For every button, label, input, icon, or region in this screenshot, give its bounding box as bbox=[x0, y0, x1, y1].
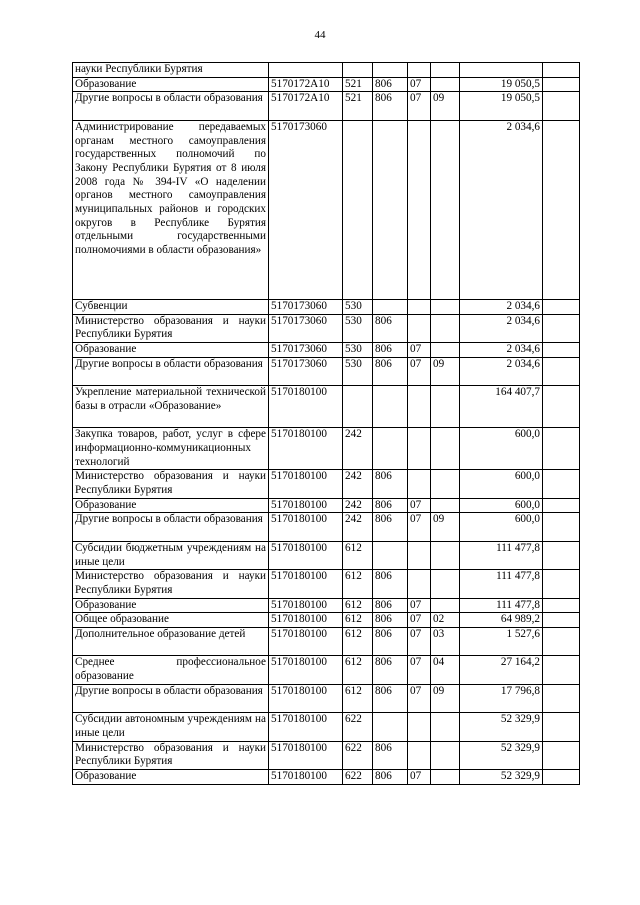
table-row bbox=[73, 741, 580, 769]
target-article-code-cell: 5170180100 bbox=[269, 656, 343, 684]
section-code-cell: 07 bbox=[408, 613, 431, 628]
subsection-code-cell bbox=[431, 299, 460, 314]
row-name-cell: Субсидии бюджетным учреждениям на иные цели bbox=[73, 541, 269, 569]
empty-extra-cell bbox=[543, 684, 580, 712]
subsection-code-cell bbox=[431, 770, 460, 785]
target-article-code-cell: 5170180100 bbox=[269, 713, 343, 741]
section-code-cell: 07 bbox=[408, 628, 431, 656]
expense-type-code-cell: 242 bbox=[343, 513, 373, 541]
table-row bbox=[73, 357, 580, 385]
subsection-code-cell bbox=[431, 428, 460, 470]
subsection-code-cell bbox=[431, 741, 460, 769]
target-article-code-cell: 5170172А10 bbox=[269, 77, 343, 92]
empty-extra-cell bbox=[543, 92, 580, 120]
administrator-code-cell: 806 bbox=[373, 92, 408, 120]
row-name-cell: Образование bbox=[73, 770, 269, 785]
target-article-code-cell: 5170180100 bbox=[269, 628, 343, 656]
row-name-cell: Другие вопросы в области образования bbox=[73, 92, 269, 120]
administrator-code-cell bbox=[373, 541, 408, 569]
empty-extra-cell bbox=[543, 343, 580, 358]
empty-extra-cell bbox=[543, 386, 580, 428]
empty-extra-cell bbox=[543, 77, 580, 92]
amount-cell: 2 034,6 bbox=[460, 299, 543, 314]
target-article-code-cell: 5170180100 bbox=[269, 613, 343, 628]
target-article-code-cell: 5170173060 bbox=[269, 314, 343, 342]
table-row bbox=[73, 684, 580, 712]
empty-extra-cell bbox=[543, 428, 580, 470]
target-article-code-cell: 5170173060 bbox=[269, 357, 343, 385]
target-article-code-cell: 5170180100 bbox=[269, 741, 343, 769]
row-name-cell: Другие вопросы в области образования bbox=[73, 513, 269, 541]
administrator-code-cell: 806 bbox=[373, 314, 408, 342]
amount-cell: 2 034,6 bbox=[460, 343, 543, 358]
expense-type-code-cell bbox=[343, 63, 373, 78]
administrator-code-cell: 806 bbox=[373, 470, 408, 498]
row-name-cell: Среднее профессиональное образование bbox=[73, 656, 269, 684]
section-code-cell: 07 bbox=[408, 343, 431, 358]
amount-cell: 27 164,2 bbox=[460, 656, 543, 684]
amount-cell: 19 050,5 bbox=[460, 77, 543, 92]
expense-type-code-cell: 612 bbox=[343, 613, 373, 628]
section-code-cell bbox=[408, 314, 431, 342]
amount-cell: 600,0 bbox=[460, 513, 543, 541]
subsection-code-cell bbox=[431, 77, 460, 92]
table-row bbox=[73, 343, 580, 358]
row-name-cell: Образование bbox=[73, 343, 269, 358]
table-row bbox=[73, 541, 580, 569]
expense-type-code-cell: 521 bbox=[343, 92, 373, 120]
section-code-cell: 07 bbox=[408, 77, 431, 92]
amount-cell: 111 477,8 bbox=[460, 598, 543, 613]
table-row bbox=[73, 498, 580, 513]
section-code-cell bbox=[408, 386, 431, 428]
table-row bbox=[73, 570, 580, 598]
table-body bbox=[73, 63, 580, 785]
subsection-code-cell bbox=[431, 598, 460, 613]
table-row bbox=[73, 513, 580, 541]
subsection-code-cell bbox=[431, 713, 460, 741]
empty-extra-cell bbox=[543, 63, 580, 78]
administrator-code-cell: 806 bbox=[373, 357, 408, 385]
section-code-cell bbox=[408, 741, 431, 769]
row-name-cell: Образование bbox=[73, 498, 269, 513]
target-article-code-cell: 5170172А10 bbox=[269, 92, 343, 120]
expense-type-code-cell: 242 bbox=[343, 428, 373, 470]
amount-cell: 19 050,5 bbox=[460, 92, 543, 120]
empty-extra-cell bbox=[543, 120, 580, 299]
target-article-code-cell: 5170180100 bbox=[269, 428, 343, 470]
row-name-cell: Субвенции bbox=[73, 299, 269, 314]
section-code-cell: 07 bbox=[408, 598, 431, 613]
row-name-cell: Образование bbox=[73, 77, 269, 92]
empty-extra-cell bbox=[543, 498, 580, 513]
expense-type-code-cell: 622 bbox=[343, 713, 373, 741]
budget-table bbox=[72, 62, 580, 785]
amount-cell: 64 989,2 bbox=[460, 613, 543, 628]
expense-type-code-cell: 612 bbox=[343, 684, 373, 712]
subsection-code-cell: 09 bbox=[431, 684, 460, 712]
amount-cell: 52 329,9 bbox=[460, 713, 543, 741]
amount-cell: 600,0 bbox=[460, 498, 543, 513]
table-row bbox=[73, 77, 580, 92]
amount-cell: 1 527,6 bbox=[460, 628, 543, 656]
row-name-cell: Образование bbox=[73, 598, 269, 613]
target-article-code-cell: 5170180100 bbox=[269, 684, 343, 712]
row-name-cell: науки Республики Бурятия bbox=[73, 63, 269, 78]
amount-cell: 600,0 bbox=[460, 428, 543, 470]
amount-cell: 111 477,8 bbox=[460, 541, 543, 569]
table-row bbox=[73, 470, 580, 498]
section-code-cell bbox=[408, 299, 431, 314]
table-row bbox=[73, 314, 580, 342]
section-code-cell bbox=[408, 428, 431, 470]
table-row bbox=[73, 770, 580, 785]
table-row bbox=[73, 299, 580, 314]
administrator-code-cell: 806 bbox=[373, 498, 408, 513]
administrator-code-cell bbox=[373, 386, 408, 428]
subsection-code-cell bbox=[431, 63, 460, 78]
subsection-code-cell: 02 bbox=[431, 613, 460, 628]
subsection-code-cell bbox=[431, 570, 460, 598]
subsection-code-cell: 04 bbox=[431, 656, 460, 684]
subsection-code-cell: 09 bbox=[431, 357, 460, 385]
subsection-code-cell bbox=[431, 120, 460, 299]
empty-extra-cell bbox=[543, 741, 580, 769]
expense-type-code-cell: 521 bbox=[343, 77, 373, 92]
administrator-code-cell: 806 bbox=[373, 513, 408, 541]
expense-type-code-cell: 612 bbox=[343, 628, 373, 656]
table-row bbox=[73, 713, 580, 741]
target-article-code-cell: 5170180100 bbox=[269, 570, 343, 598]
section-code-cell bbox=[408, 120, 431, 299]
administrator-code-cell: 806 bbox=[373, 598, 408, 613]
amount-cell: 164 407,7 bbox=[460, 386, 543, 428]
target-article-code-cell: 5170173060 bbox=[269, 343, 343, 358]
row-name-cell: Другие вопросы в области образования bbox=[73, 357, 269, 385]
target-article-code-cell: 5170180100 bbox=[269, 541, 343, 569]
amount-cell: 52 329,9 bbox=[460, 770, 543, 785]
administrator-code-cell bbox=[373, 120, 408, 299]
administrator-code-cell bbox=[373, 299, 408, 314]
row-name-cell: Другие вопросы в области образования bbox=[73, 684, 269, 712]
expense-type-code-cell: 242 bbox=[343, 498, 373, 513]
expense-type-code-cell: 242 bbox=[343, 470, 373, 498]
expense-type-code-cell: 612 bbox=[343, 570, 373, 598]
target-article-code-cell: 5170180100 bbox=[269, 470, 343, 498]
administrator-code-cell: 806 bbox=[373, 628, 408, 656]
administrator-code-cell: 806 bbox=[373, 343, 408, 358]
subsection-code-cell: 09 bbox=[431, 92, 460, 120]
amount-cell: 17 796,8 bbox=[460, 684, 543, 712]
expense-type-code-cell: 530 bbox=[343, 299, 373, 314]
table-row bbox=[73, 628, 580, 656]
table-row bbox=[73, 63, 580, 78]
section-code-cell bbox=[408, 63, 431, 78]
empty-extra-cell bbox=[543, 357, 580, 385]
amount-cell: 2 034,6 bbox=[460, 357, 543, 385]
table-row bbox=[73, 613, 580, 628]
row-name-cell: Министерство образования и науки Республики Бурятия bbox=[73, 314, 269, 342]
administrator-code-cell: 806 bbox=[373, 570, 408, 598]
target-article-code-cell: 5170180100 bbox=[269, 513, 343, 541]
table-row bbox=[73, 386, 580, 428]
amount-cell: 2 034,6 bbox=[460, 120, 543, 299]
administrator-code-cell bbox=[373, 428, 408, 470]
table-row bbox=[73, 428, 580, 470]
section-code-cell: 07 bbox=[408, 357, 431, 385]
target-article-code-cell bbox=[269, 63, 343, 78]
row-name-cell: Субсидии автономным учреждениям на иные цели bbox=[73, 713, 269, 741]
table-row bbox=[73, 92, 580, 120]
administrator-code-cell bbox=[373, 63, 408, 78]
section-code-cell: 07 bbox=[408, 656, 431, 684]
empty-extra-cell bbox=[543, 656, 580, 684]
row-name-cell: Министерство образования и науки Республики Бурятия bbox=[73, 741, 269, 769]
subsection-code-cell: 03 bbox=[431, 628, 460, 656]
section-code-cell bbox=[408, 713, 431, 741]
subsection-code-cell bbox=[431, 343, 460, 358]
row-name-cell: Министерство образования и науки Республики Бурятия bbox=[73, 470, 269, 498]
expense-type-code-cell: 530 bbox=[343, 314, 373, 342]
amount-cell: 2 034,6 bbox=[460, 314, 543, 342]
section-code-cell bbox=[408, 470, 431, 498]
section-code-cell: 07 bbox=[408, 498, 431, 513]
empty-extra-cell bbox=[543, 613, 580, 628]
page-number: 44 bbox=[314, 29, 326, 41]
subsection-code-cell bbox=[431, 498, 460, 513]
expense-type-code-cell: 530 bbox=[343, 343, 373, 358]
empty-extra-cell bbox=[543, 570, 580, 598]
target-article-code-cell: 5170180100 bbox=[269, 598, 343, 613]
administrator-code-cell bbox=[373, 713, 408, 741]
table-row bbox=[73, 120, 580, 299]
target-article-code-cell: 5170173060 bbox=[269, 299, 343, 314]
subsection-code-cell bbox=[431, 470, 460, 498]
empty-extra-cell bbox=[543, 541, 580, 569]
empty-extra-cell bbox=[543, 513, 580, 541]
row-name-cell: Укрепление материальной технической базы в отрасли «Образование» bbox=[73, 386, 269, 428]
amount-cell: 111 477,8 bbox=[460, 570, 543, 598]
empty-extra-cell bbox=[543, 314, 580, 342]
section-code-cell: 07 bbox=[408, 513, 431, 541]
empty-extra-cell bbox=[543, 770, 580, 785]
table-row bbox=[73, 656, 580, 684]
subsection-code-cell bbox=[431, 386, 460, 428]
subsection-code-cell bbox=[431, 314, 460, 342]
administrator-code-cell: 806 bbox=[373, 770, 408, 785]
expense-type-code-cell: 612 bbox=[343, 656, 373, 684]
section-code-cell: 07 bbox=[408, 92, 431, 120]
empty-extra-cell bbox=[543, 598, 580, 613]
target-article-code-cell: 5170180100 bbox=[269, 498, 343, 513]
table-row bbox=[73, 598, 580, 613]
expense-type-code-cell: 612 bbox=[343, 598, 373, 613]
amount-cell: 52 329,9 bbox=[460, 741, 543, 769]
amount-cell: 600,0 bbox=[460, 470, 543, 498]
section-code-cell: 07 bbox=[408, 684, 431, 712]
administrator-code-cell: 806 bbox=[373, 741, 408, 769]
subsection-code-cell: 09 bbox=[431, 513, 460, 541]
administrator-code-cell: 806 bbox=[373, 613, 408, 628]
empty-extra-cell bbox=[543, 299, 580, 314]
administrator-code-cell: 806 bbox=[373, 656, 408, 684]
expense-type-code-cell: 622 bbox=[343, 770, 373, 785]
amount-cell bbox=[460, 63, 543, 78]
administrator-code-cell: 806 bbox=[373, 77, 408, 92]
empty-extra-cell bbox=[543, 470, 580, 498]
target-article-code-cell: 5170180100 bbox=[269, 770, 343, 785]
empty-extra-cell bbox=[543, 713, 580, 741]
expense-type-code-cell: 622 bbox=[343, 741, 373, 769]
expense-type-code-cell bbox=[343, 386, 373, 428]
row-name-cell: Дополнительное образование детей bbox=[73, 628, 269, 656]
section-code-cell: 07 bbox=[408, 770, 431, 785]
target-article-code-cell: 5170173060 bbox=[269, 120, 343, 299]
expense-type-code-cell: 612 bbox=[343, 541, 373, 569]
empty-extra-cell bbox=[543, 628, 580, 656]
subsection-code-cell bbox=[431, 541, 460, 569]
row-name-cell: Закупка товаров, работ, услуг в сфере информационно-коммуникационных технологий bbox=[73, 428, 269, 470]
administrator-code-cell: 806 bbox=[373, 684, 408, 712]
row-name-cell: Министерство образования и науки Республики Бурятия bbox=[73, 570, 269, 598]
section-code-cell bbox=[408, 570, 431, 598]
expense-type-code-cell bbox=[343, 120, 373, 299]
row-name-cell: Общее образование bbox=[73, 613, 269, 628]
target-article-code-cell: 5170180100 bbox=[269, 386, 343, 428]
row-name-cell: Администрирование передаваемых органам местного самоуправления государственных полномочий по Закону Республики Бурятия от 8 июля 2008 года № 394-IV «О наделении органов местного самоуправления муниципальных районов и городских округов в Республике Бурятия отдельными государственными полномочиями в области образования» bbox=[73, 120, 269, 299]
section-code-cell bbox=[408, 541, 431, 569]
expense-type-code-cell: 530 bbox=[343, 357, 373, 385]
